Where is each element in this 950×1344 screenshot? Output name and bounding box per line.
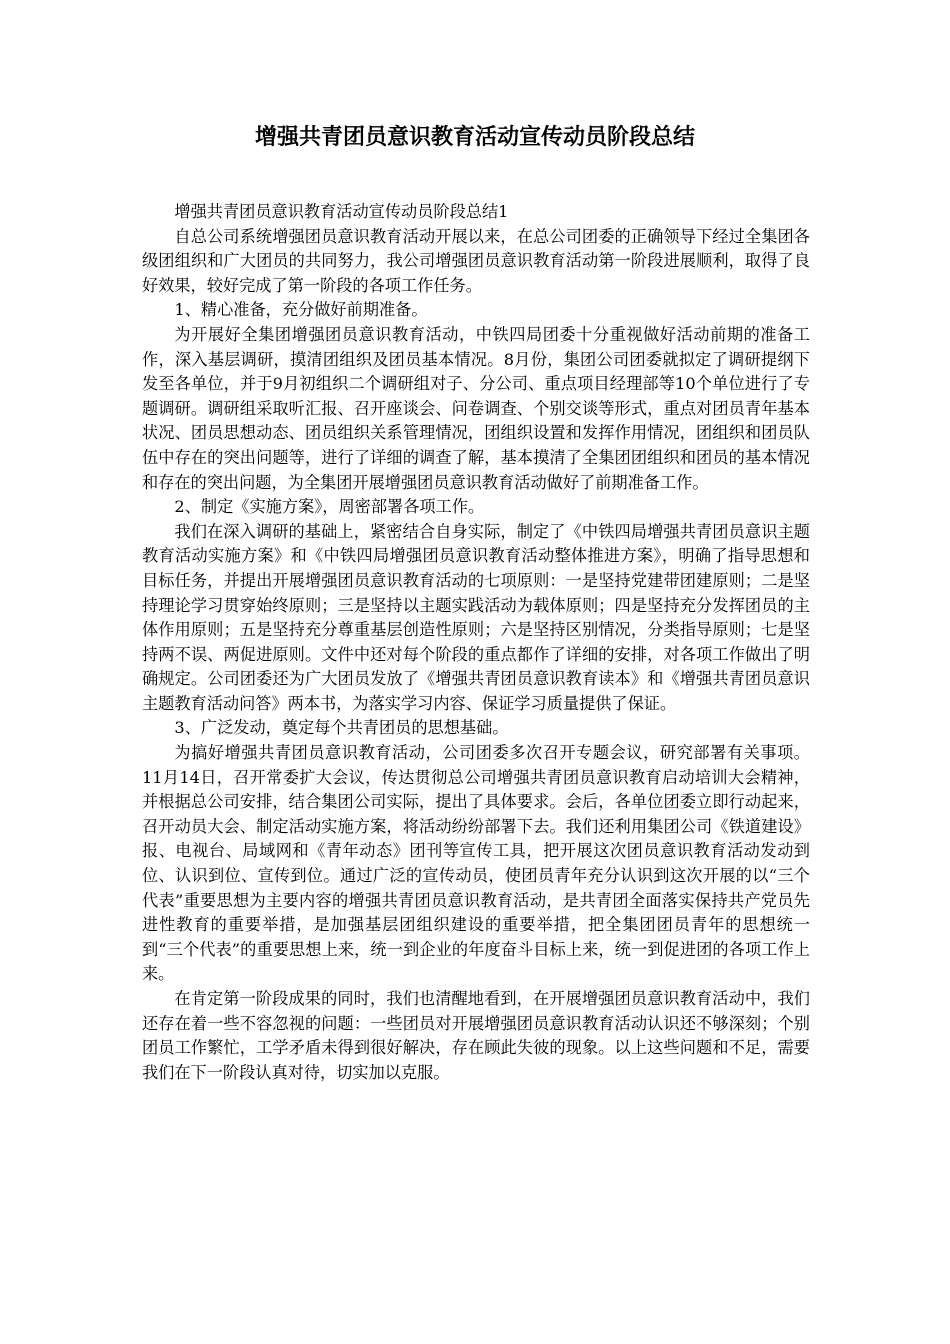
section-heading-3: 3、广泛发动，奠定每个共青团员的思想基础。 xyxy=(174,718,509,738)
body-paragraph: 在肯定第一阶段成果的同时，我们也清醒地看到，在开展增强团员意识教育活动中，我们还存在着一些不容忽视的问题：一些团员对开展增强团员意识教育活动认识还不够深刻；个别团员工作繁忙，工学矛盾未得到很好解决，存在顾此失彼的现象。以上这些问题和不足，需要我们在下一阶段认真对待，切实加以克服。 xyxy=(142,989,810,1082)
body-paragraph: 为开展好全集团增强团员意识教育活动，中铁四局团委十分重视做好活动前期的准备工作，深入基层调研，摸清团组织及团员基本情况。8月份，集团公司团委就拟定了调研提纲下发至各单位，并于9月初组织二个调研组对子、分公司、重点项目经理部等10个单位进行了专题调研。调研组采取听汇报、召开座谈会、问卷调查、个别交谈等形式，重点对团员青年基本状况、团员思想动态、团员组织关系管理情况，团组织设置和发挥作用情况，团组织和团员队伍中存在的突出问题等，进行了详细的调查了解，基本摸清了全集团团组织和团员的基本情况和存在的突出问题，为全集团开展增强团员意识教育活动做好了前期准备工作。 xyxy=(142,324,810,492)
body-paragraph: 为搞好增强共青团员意识教育活动，公司团委多次召开专题会议，研究部署有关事项。11月14日，召开常委扩大会议，传达贯彻总公司增强共青团员意识教育启动培训大会精神，并根据总公司安排，结合集团公司实际，提出了具体要求。会后，各单位团委立即行动起来，召开动员大会、制定活动实施方案，将活动纷纷部署下去。我们还利用集团公司《铁道建设》报、电视台、局域网和《青年动态》团刊等宣传工具，把开展这次团员意识教育活动发动到位、认识到位、宣传到位。通过广泛的宣传动员，使团员青年充分认识到这次开展的以“三个代表”重要思想为主要内容的增强共青团员意识教育活动，是共青团全面落实保持共产党员先进性教育的重要举措，是加强基层团组织建设的重要举措，把全集团团员青年的思想统一到“三个代表”的重要思想上来，统一到企业的年度奋斗目标上来，统一到促进团的各项工作上来。 xyxy=(142,743,810,984)
section-heading-1: 1、精心准备，充分做好前期准备。 xyxy=(174,300,428,320)
subtitle-paragraph: 增强共青团员意识教育活动宣传动员阶段总结1 xyxy=(174,202,509,221)
section-heading-2: 2、制定《实施方案》，周密部署各项工作。 xyxy=(174,497,485,517)
body-paragraph: 自总公司系统增强团员意识教育活动开展以来，在总公司团委的正确领导下经过全集团各级团组织和广大团员的共同努力，我公司增强团员意识教育活动第一阶段进展顺利，取得了良好效果，较好完成了第一阶段的各项工作任务。 xyxy=(142,226,810,295)
document-body xyxy=(142,200,810,1085)
document-title: 增强共青团员意识教育活动宣传动员阶段总结 xyxy=(254,124,695,150)
body-paragraph: 我们在深入调研的基础上，紧密结合自身实际，制定了《中铁四局增强共青团员意识主题教育活动实施方案》和《中铁四局增强团员意识教育活动整体推进方案》，明确了指导思想和目标任务，并提出开展增强团员意识教育活动的七项原则：一是坚持党建带团建原则；二是坚持理论学习贯穿始终原则；三是坚持以主题实践活动为载体原则；四是坚持充分发挥团员的主体作用原则；五是坚持充分尊重基层创造性原则；六是坚持区别情况，分类指导原则；七是坚持两不误、两促进原则。文件中还对每个阶段的重点都作了详细的安排，对各项工作做出了明确规定。公司团委还为广大团员发放了《增强共青团员意识教育读本》和《增强共青团员意识主题教育活动问答》两本书，为落实学习内容、保证学习质量提供了保证。 xyxy=(142,521,810,713)
